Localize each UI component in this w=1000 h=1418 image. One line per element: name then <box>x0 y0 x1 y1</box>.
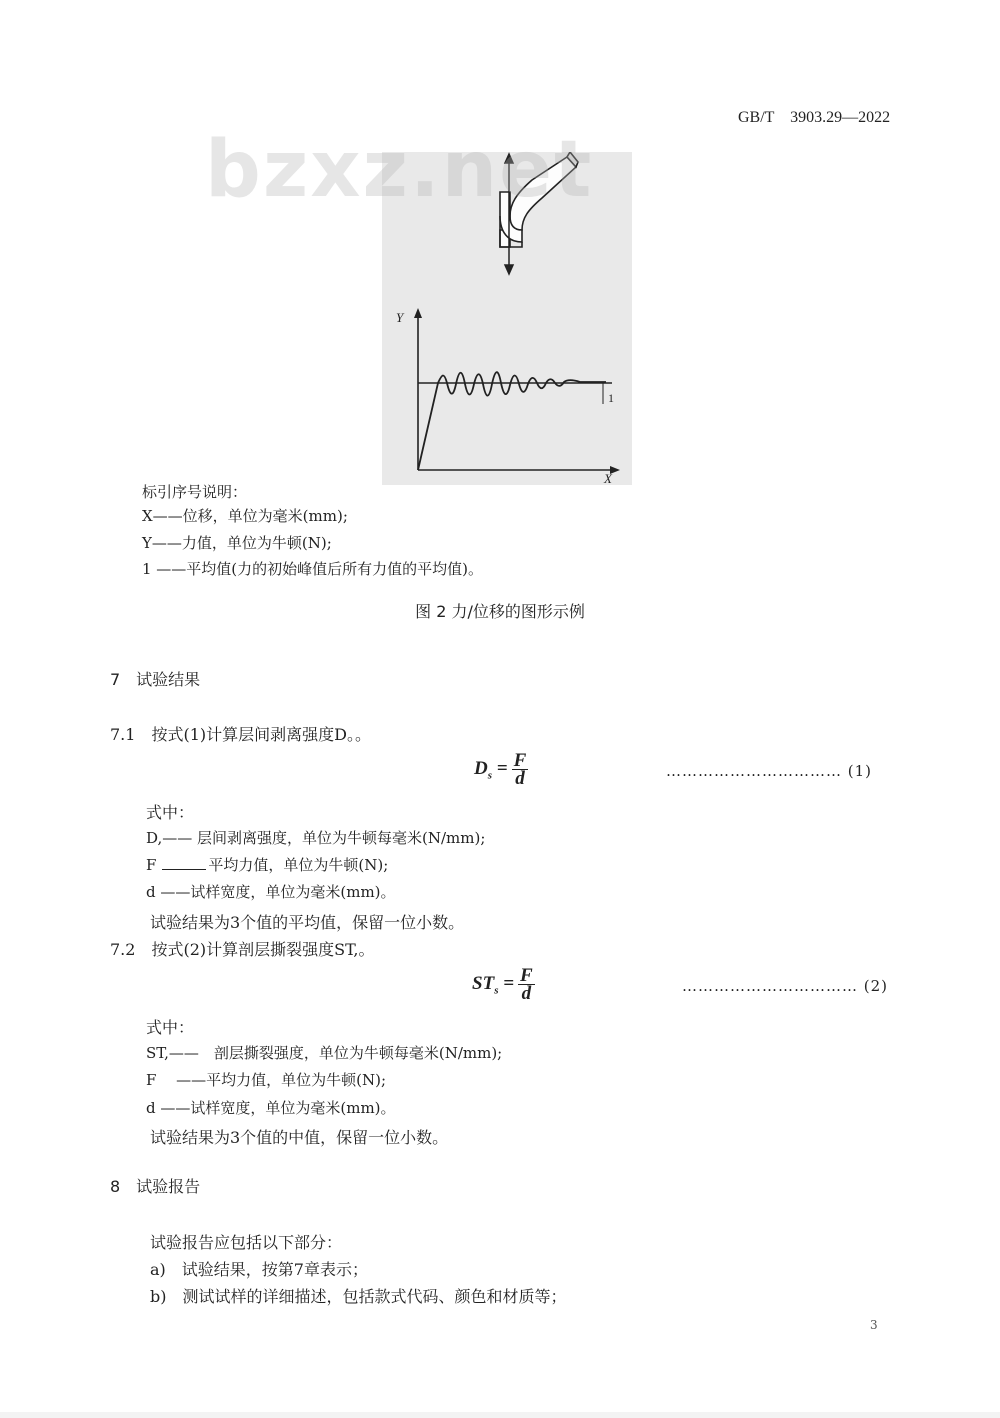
force-curve <box>418 372 606 470</box>
average-callout-label: 1 <box>608 391 614 405</box>
legend-title: 标引序号说明： <box>142 483 248 501</box>
result-note-1: 试验结果为3个值的平均值，保留一位小数。 <box>150 913 465 932</box>
x-axis-label: X <box>604 471 612 485</box>
formula-2-lhs: ST <box>472 972 495 994</box>
def-f-2: F ——平均力值，单位为牛顿(N); <box>146 1071 387 1089</box>
report-item-a: a) 试验结果，按第7章表示； <box>150 1260 368 1279</box>
figure-caption: 图 2 力/位移的图形示例 <box>415 602 585 621</box>
equation-number-1: …………………………… (1) <box>666 762 873 780</box>
legend-item-x: X——位移，单位为毫米(mm); <box>142 507 348 525</box>
clause-7-2-text: 7.2 按式(2)计算剖层撕裂强度ST,。 <box>110 940 375 959</box>
formula-1-subscript: s <box>487 769 493 782</box>
clause-7-1-text: 7.1 按式(1)计算层间剥离强度D。。 <box>110 725 371 744</box>
force-displacement-chart <box>414 308 620 474</box>
formula-2: $ST_s$ = $\frac{F}{d}$ <box>472 965 533 1004</box>
formula-2-fraction <box>518 967 535 1002</box>
def-d-2: d ——试样宽度，单位为毫米(mm)。 <box>146 1099 396 1117</box>
section-8-heading: 8 试验报告 <box>110 1177 201 1196</box>
where-label-1: 式中： <box>146 803 195 822</box>
formula-2-numerator: F <box>520 965 533 986</box>
def-sts: ST,—— 剖层撕裂强度，单位为牛顿每毫米(N/mm); <box>146 1044 503 1062</box>
equation-number-2: …………………………… (2) <box>682 977 889 995</box>
def-d-1: d ——试样宽度，单位为毫米(mm)。 <box>146 883 396 901</box>
formula-1: $D_s$ = $\frac{F}{d}$ <box>474 750 527 789</box>
report-intro: 试验报告应包括以下部分： <box>150 1233 343 1252</box>
legend-item-1: 1 ——平均值(力的初始峰值后所有力值的平均值)。 <box>142 560 484 578</box>
def-f-blank-line <box>162 869 206 870</box>
y-axis-arrow <box>414 308 422 318</box>
formula-2-denominator: d <box>521 983 532 1004</box>
y-axis-label: Y <box>396 310 404 325</box>
standard-number: GB/T 3903.29—2022 <box>738 109 891 126</box>
def-f-symbol: F <box>146 856 157 874</box>
where-label-2: 式中： <box>146 1018 195 1037</box>
def-ds: D,—— 层间剥离强度，单位为牛顿每毫米(N/mm); <box>146 829 486 847</box>
formula-2-subscript: s <box>494 984 499 997</box>
def-f-1 <box>146 854 388 875</box>
result-note-2: 试验结果为3个值的中值，保留一位小数。 <box>150 1128 449 1147</box>
def-f-text: 平均力值，单位为牛顿(N); <box>208 856 389 874</box>
section-7-heading: 7 试验结果 <box>110 670 201 689</box>
page-number: 3 <box>870 1318 878 1332</box>
report-item-b: b) 测试试样的详细描述，包括款式代码、颜色和材质等； <box>150 1287 567 1306</box>
formula-1-denominator: d <box>515 768 525 789</box>
formula-1-numerator: F <box>513 750 527 771</box>
legend-item-y: Y——力值，单位为牛顿(N); <box>142 534 332 552</box>
formula-1-lhs: D <box>474 757 488 779</box>
formula-1-fraction <box>512 752 529 787</box>
watermark: bzxz.net <box>205 125 594 215</box>
